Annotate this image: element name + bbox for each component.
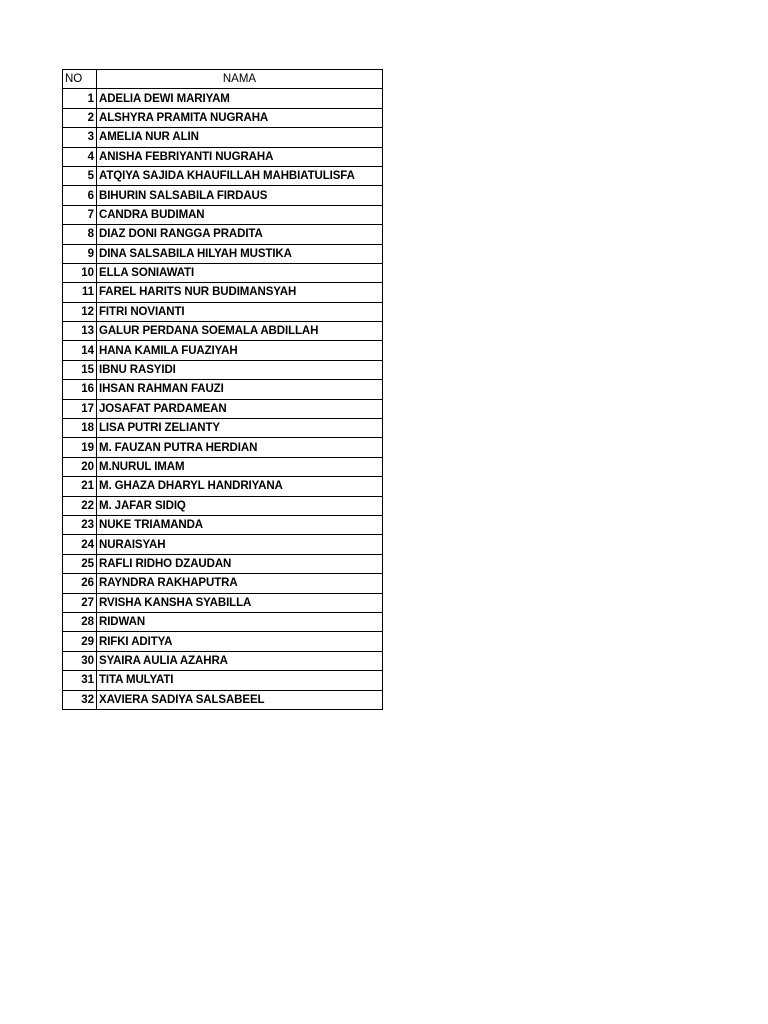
cell-nama[interactable]: RVISHA KANSHA SYABILLA — [97, 593, 383, 612]
cell-nama[interactable]: M. GHAZA DHARYL HANDRIYANA — [97, 477, 383, 496]
table-row — [63, 535, 383, 554]
table-row — [63, 380, 383, 399]
cell-nama[interactable]: RAFLI RIDHO DZAUDAN — [97, 554, 383, 573]
cell-nama[interactable]: AMELIA NUR ALIN — [97, 128, 383, 147]
table-header-row — [63, 70, 383, 89]
cell-nama[interactable]: GALUR PERDANA SOEMALA ABDILLAH — [97, 322, 383, 341]
cell-no[interactable]: 18 — [63, 419, 97, 438]
table-row — [63, 438, 383, 457]
cell-nama[interactable]: JOSAFAT PARDAMEAN — [97, 399, 383, 418]
table-row — [63, 186, 383, 205]
cell-nama[interactable]: FAREL HARITS NUR BUDIMANSYAH — [97, 283, 383, 302]
table-row — [63, 360, 383, 379]
cell-nama[interactable]: M. FAUZAN PUTRA HERDIAN — [97, 438, 383, 457]
table-row — [63, 651, 383, 670]
table-row — [63, 554, 383, 573]
cell-no[interactable]: 26 — [63, 574, 97, 593]
table-row — [63, 690, 383, 709]
cell-no[interactable]: 12 — [63, 302, 97, 321]
table-row — [63, 477, 383, 496]
cell-no[interactable]: 17 — [63, 399, 97, 418]
table-row — [63, 283, 383, 302]
table-row — [63, 515, 383, 534]
cell-nama[interactable]: ATQIYA SAJIDA KHAUFILLAH MAHBIATULISFA — [97, 166, 383, 185]
cell-nama[interactable]: DIAZ DONI RANGGA PRADITA — [97, 225, 383, 244]
cell-nama[interactable]: CANDRA BUDIMAN — [97, 205, 383, 224]
table-row — [63, 322, 383, 341]
cell-nama[interactable]: RIFKI ADITYA — [97, 632, 383, 651]
table-body — [63, 89, 383, 710]
table-row — [63, 612, 383, 631]
cell-no[interactable]: 30 — [63, 651, 97, 670]
cell-nama[interactable]: RIDWAN — [97, 612, 383, 631]
table-row — [63, 89, 383, 108]
table-row — [63, 128, 383, 147]
cell-no[interactable]: 32 — [63, 690, 97, 709]
cell-nama[interactable]: DINA SALSABILA HILYAH MUSTIKA — [97, 244, 383, 263]
table-row — [63, 496, 383, 515]
cell-nama[interactable]: M. JAFAR SIDIQ — [97, 496, 383, 515]
cell-no[interactable]: 8 — [63, 225, 97, 244]
cell-no[interactable]: 20 — [63, 457, 97, 476]
cell-nama[interactable]: ALSHYRA PRAMITA NUGRAHA — [97, 108, 383, 127]
cell-no[interactable]: 11 — [63, 283, 97, 302]
cell-no[interactable]: 6 — [63, 186, 97, 205]
table-row — [63, 632, 383, 651]
cell-no[interactable]: 13 — [63, 322, 97, 341]
cell-nama[interactable]: ANISHA FEBRIYANTI NUGRAHA — [97, 147, 383, 166]
table-row — [63, 574, 383, 593]
column-header-no[interactable]: NO — [63, 70, 97, 89]
cell-no[interactable]: 3 — [63, 128, 97, 147]
cell-no[interactable]: 16 — [63, 380, 97, 399]
cell-no[interactable]: 23 — [63, 515, 97, 534]
cell-nama[interactable]: ADELIA DEWI MARIYAM — [97, 89, 383, 108]
table-row — [63, 457, 383, 476]
cell-no[interactable]: 4 — [63, 147, 97, 166]
table-row — [63, 302, 383, 321]
table-row — [63, 244, 383, 263]
cell-nama[interactable]: XAVIERA SADIYA SALSABEEL — [97, 690, 383, 709]
cell-nama[interactable]: HANA KAMILA FUAZIYAH — [97, 341, 383, 360]
cell-no[interactable]: 14 — [63, 341, 97, 360]
cell-no[interactable]: 10 — [63, 263, 97, 282]
cell-no[interactable]: 31 — [63, 671, 97, 690]
cell-nama[interactable]: SYAIRA AULIA AZAHRA — [97, 651, 383, 670]
cell-nama[interactable]: IHSAN RAHMAN FAUZI — [97, 380, 383, 399]
cell-no[interactable]: 5 — [63, 166, 97, 185]
cell-no[interactable]: 29 — [63, 632, 97, 651]
cell-no[interactable]: 15 — [63, 360, 97, 379]
cell-no[interactable]: 22 — [63, 496, 97, 515]
table-row — [63, 108, 383, 127]
table-row — [63, 419, 383, 438]
cell-no[interactable]: 9 — [63, 244, 97, 263]
cell-nama[interactable]: M.NURUL IMAM — [97, 457, 383, 476]
cell-nama[interactable]: TITA MULYATI — [97, 671, 383, 690]
cell-nama[interactable]: FITRI NOVIANTI — [97, 302, 383, 321]
cell-no[interactable]: 28 — [63, 612, 97, 631]
table-row — [63, 147, 383, 166]
table-row — [63, 205, 383, 224]
cell-no[interactable]: 24 — [63, 535, 97, 554]
table-row — [63, 671, 383, 690]
cell-no[interactable]: 2 — [63, 108, 97, 127]
spreadsheet-sheet — [62, 69, 383, 710]
cell-no[interactable]: 19 — [63, 438, 97, 457]
cell-nama[interactable]: NURAISYAH — [97, 535, 383, 554]
cell-nama[interactable]: LISA PUTRI ZELIANTY — [97, 419, 383, 438]
cell-nama[interactable]: RAYNDRA RAKHAPUTRA — [97, 574, 383, 593]
cell-nama[interactable]: NUKE TRIAMANDA — [97, 515, 383, 534]
table-row — [63, 166, 383, 185]
cell-no[interactable]: 1 — [63, 89, 97, 108]
cell-nama[interactable]: IBNU RASYIDI — [97, 360, 383, 379]
cell-no[interactable]: 25 — [63, 554, 97, 573]
table-row — [63, 341, 383, 360]
student-name-table — [62, 69, 383, 710]
cell-nama[interactable]: ELLA SONIAWATI — [97, 263, 383, 282]
table-row — [63, 225, 383, 244]
cell-no[interactable]: 21 — [63, 477, 97, 496]
table-row — [63, 593, 383, 612]
cell-nama[interactable]: BIHURIN SALSABILA FIRDAUS — [97, 186, 383, 205]
cell-no[interactable]: 27 — [63, 593, 97, 612]
column-header-nama[interactable]: NAMA — [97, 70, 383, 89]
table-row — [63, 263, 383, 282]
table-row — [63, 399, 383, 418]
cell-no[interactable]: 7 — [63, 205, 97, 224]
